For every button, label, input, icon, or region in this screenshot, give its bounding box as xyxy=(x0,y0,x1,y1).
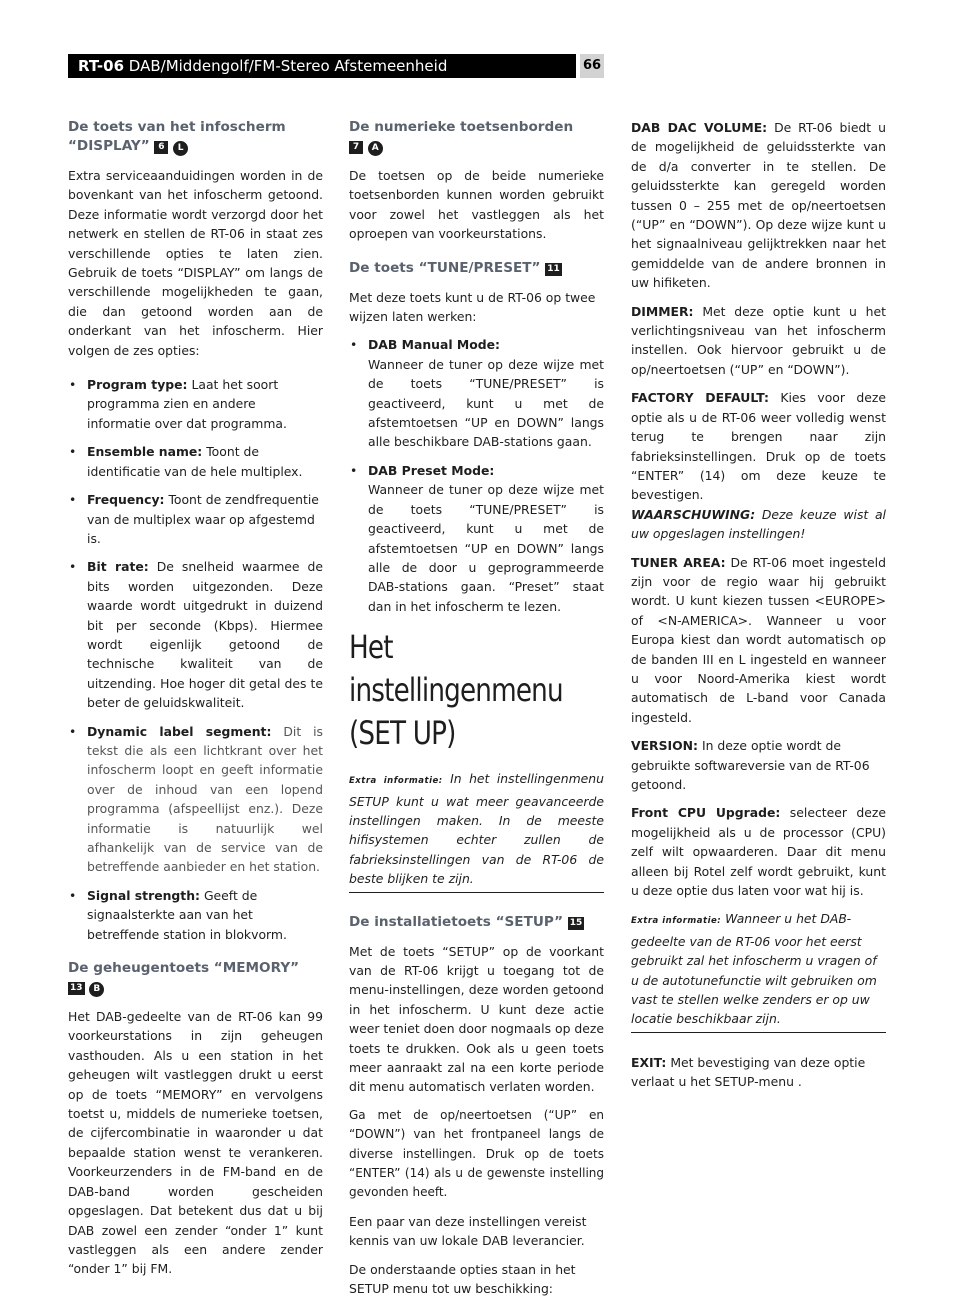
memory-heading-text: De geheugentoets “MEMORY” xyxy=(68,960,300,977)
tune-badge-number: 11 xyxy=(547,263,560,274)
display-badge-number: 6 xyxy=(154,141,168,154)
option-term: DAB DAC VOLUME: xyxy=(631,120,768,135)
header-title: DAB/Middengolf/FM-Stereo Afstemeenheid xyxy=(128,57,448,75)
display-heading-text: De toets van het infoscherm “DISPLAY” xyxy=(68,119,286,154)
display-paragraph: Extra serviceaanduidingen worden in de bovenkant van het infoscherm getoond. Deze informatie wordt verzorgd door het netwerk en stellen de RT-06 in staat zes verschillende opties te laten zien. Gebruik de toets “DISPLAY” om langs de verschillende mogelijkheden te gaan, die dan getoond worden aan de onderkant van het infoscherm. Hier volgen de zes opties: xyxy=(68,168,323,358)
version-option xyxy=(631,736,886,794)
memory-badge-number: 13 xyxy=(70,983,83,994)
tune-heading xyxy=(349,259,604,278)
factory-default-option xyxy=(631,388,886,504)
list-item: • Bit rate: De snelheid waarmee de bits worden uitgezonden. Deze waarde wordt uitgedrukt in duizend bit per seconde (Kbps). Hiermee wordt eigenlijk getoond de technische kwaliteit van de uitzending. Hoe hoger dit getal des te beter de geluidskwaliteit. xyxy=(69,559,323,711)
option-text: In deze optie wordt de gebruikte softwareversie van de RT-06 getoond. xyxy=(631,738,870,792)
header-bar xyxy=(68,54,576,78)
extra-info-label: Extra informatie: xyxy=(349,776,443,787)
setup-badge-number: 15 xyxy=(569,917,583,928)
list-item: • Signal strength: Geeft de signaalsterkte aan van het betreffende station in blokvorm. xyxy=(69,887,287,942)
option-text: Dit is tekst die als een lichtkrant over het infoscherm loopt en geeft informatie over de inhoud van een lopend programma (afspeellijst enz.). Deze informatie is natuurlijk wel afhankelijk van de service van de betreffende aanbieder en het station. xyxy=(87,723,323,875)
option-term: VERSION: xyxy=(631,738,698,754)
page-header xyxy=(68,54,604,78)
section-title-line-1: Het instellingenmenu xyxy=(349,628,563,710)
numeric-paragraph: De toetsen op de beide numerieke toetsenborden kunnen worden gebruikt voor zowel het vastleggen als het oproepen van voorkeurstations. xyxy=(349,168,604,242)
option-text: Geeft de signaalsterkte aan van het betreffende station in blokvorm. xyxy=(87,887,287,942)
option-text: selecteer deze mogelijkheid als u de processor (CPU) zelf wilt opwaarderen. Daar dit menu alleen bij Rotel zelf wordt gebruikt, kunt u deze optie dus laten voor wat hij is. xyxy=(631,805,886,899)
option-text: Met deze optie kunt u het verlichtingsniveau van het infoscherm instellen. Ook hiervoor gebruikt u de op/neertoetsen (“UP” en “DOWN”). xyxy=(631,303,886,377)
mode-text: Wanneer de tuner op deze wijze met de toets “TUNE/PRESET” is geactiveerd, kunt u met de afstemtoetsen “UP en DOWN” langs alle beschikbare DAB-stations gaan. xyxy=(368,356,604,450)
option-text: Met bevestiging van deze optie verlaat u het SETUP-menu . xyxy=(631,1054,866,1090)
extra-info-note xyxy=(631,909,886,1032)
column-1 xyxy=(68,118,323,1288)
option-term: Signal strength: xyxy=(87,887,200,903)
option-term: EXIT: xyxy=(631,1054,667,1070)
column-2 xyxy=(349,118,604,1307)
mode-text: Wanneer de tuner op deze wijze met de toets “TUNE/PRESET” is geactiveerd, kunt u met de afstemtoetsen “UP en DOWN” langs alle de door u geprogrammeerde DAB-stations gaan. “Preset” staat dan in het infoscherm te lezen. xyxy=(368,482,604,614)
option-term: TUNER AREA: xyxy=(631,554,726,570)
extra-info-text: In het instellingenmenu SETUP kunt u wat meer geavanceerde instellingen maken. In de meeste hifisystemen echter zullen de fabrieksinstellingen van de RT-06 de beste blijken te zijn. xyxy=(349,771,604,887)
memory-badge-letter: B xyxy=(89,982,104,997)
option-text: Kies voor deze optie als u de RT-06 weer volledig wenst terug te brengen naar zijn fabrieksinstellingen. Druk op de toets “ENTER” (14) om deze keuze te bevestigen. xyxy=(631,390,886,503)
page-number: 66 xyxy=(580,54,604,78)
list-item: • Ensemble name: Toont de identificatie van de hele multiplex. xyxy=(69,444,303,479)
display-badge-letter: L xyxy=(173,141,188,156)
mode-term: DAB Preset Mode: xyxy=(368,462,495,478)
extra-info-label: Extra informatie: xyxy=(631,916,722,927)
numeric-badge-letter: A xyxy=(368,141,383,156)
extra-info-note xyxy=(349,769,604,892)
list-item: • DAB Manual Mode: Wanneer de tuner op deze wijze met de toets “TUNE/PRESET” is geactiveerd, kunt u met de afstemtoetsen “UP en DOWN” langs alle beschikbare DAB-stations gaan. xyxy=(350,337,604,450)
option-text: Toont de zendfrequentie van de multiplex waar op afgestemd is. xyxy=(87,492,319,546)
option-term: Frequency: xyxy=(87,492,165,508)
setup-paragraph-4: De onderstaande opties staan in het SETUP menu tot uw beschikking: xyxy=(349,1261,576,1297)
memory-heading xyxy=(68,959,323,997)
mode-term: DAB Manual Mode: xyxy=(368,337,500,353)
setup-paragraph-1: Met de toets “SETUP” op de voorkant van de RT-06 krijgt u toegang tot de menu-instellingen, deze worden getoond in het infoscherm. U kunt deze actie weer teniet doen door nogmaals op deze toets te drukken. Ook als u geen toets meer aanraakt zal na een korte periode dit menu automatisch verlaten worden. xyxy=(349,943,604,1095)
tune-heading-text: De toets “TUNE/PRESET” xyxy=(349,259,541,276)
dac-volume-option xyxy=(631,118,886,293)
model-name: RT-06 xyxy=(78,57,125,75)
setup-heading xyxy=(349,913,604,932)
option-text: De snelheid waarmee de bits worden uitgezonden. Deze waarde wordt uitgedrukt in duizend bit per seconde (Kbps). Hiermee wordt eigenlijk getoond de technische kwaliteit van de uitzending. Hoe hoger dit getal des te beter de geluidskwaliteit. xyxy=(87,559,323,711)
option-term: Dynamic label segment: xyxy=(87,723,272,739)
numeric-badge-number: 7 xyxy=(349,141,363,154)
setup-paragraph-2: Ga met de op/neertoetsen (“UP” en “DOWN”) van het frontpaneel langs de diverse instellingen. Druk op de toets “ENTER” (14) als u de gewenste instelling gevonden heeft. xyxy=(349,1107,604,1200)
memory-paragraph: Het DAB-gedeelte van de RT-06 kan 99 voorkeurstations in zijn geheugen vasthouden. Als u een station in het geheugen wilt vastleggen drukt u eerst op de toets “MEMORY” en vervolgens toetst u, middels de numerieke toetsen, de cijfercombinatie in waaronder u dat bepaalde station wenst te verankeren. Voorkeurzenders in de FM-band en de DAB-band worden gescheiden opgeslagen. Dat betekent dus dat u bij DAB zowel een zender “onder 1” kunt vastleggen als een andere zender “onder 1” bij FM. xyxy=(68,1009,323,1277)
numeric-heading-text: De numerieke toetsenborden xyxy=(349,119,574,135)
option-text: De RT-06 biedt u de mogelijkheid de geluidssterkte van de d/a converter in te stellen. De geluidssterkte kan geregeld worden tussen 0 – 255 met de op/neertoetsen (“UP” en “DOWN”). Op deze wijze kunt u het signaalniveau gelijktrekken naar het gemiddelde van de andere bronnen in uw hifiketen. xyxy=(631,120,886,291)
display-options-list xyxy=(68,375,323,944)
list-item: • Program type: Laat het soort programma zien en andere informatie over dat programma. xyxy=(69,377,287,431)
option-term: DIMMER: xyxy=(631,303,694,319)
option-text: Toont de identificatie van de hele multiplex. xyxy=(87,444,303,479)
numeric-heading xyxy=(349,118,604,156)
setup-heading-text: De installatietoets “SETUP” xyxy=(349,913,564,930)
list-item: • Frequency: Toont de zendfrequentie van de multiplex waar op afgestemd is. xyxy=(69,492,319,546)
option-term: Program type: xyxy=(87,377,188,393)
section-title-line-2: (SET UP) xyxy=(349,714,456,753)
tune-paragraph: Met deze toets kunt u de RT-06 op twee wijzen laten werken: xyxy=(349,289,596,325)
list-item: • Dynamic label segment: Dit is tekst die als een lichtkrant over het infoscherm loopt en geeft informatie over de inhoud van een lopend programma (afspeellijst enz.). Deze informatie is natuurlijk wel afhankelijk van de service van de betreffende aanbieder en het station. xyxy=(69,723,323,875)
option-term: Front CPU Upgrade: xyxy=(631,805,781,821)
section-title xyxy=(349,626,563,755)
cpu-upgrade-option xyxy=(631,803,886,900)
setup-paragraph-3: Een paar van deze instellingen vereist kennis van uw lokale DAB leverancier. xyxy=(349,1213,587,1249)
extra-info-text: Wanneer u het DAB-gedeelte van de RT-06 voor het eerst gebruikt zal het infoscherm u vragen of u de autotunefunctie wilt gebruiken om vast te stellen welke zenders er op uw locatie beschikbaar zijn. xyxy=(631,911,877,1027)
option-text: De RT-06 moet ingesteld zijn voor de regio waar hij gebruikt wordt. U kunt kiezen tussen <EUROPE> of <N-AMERICA>. Wanneer u voor Europa kiest dan wordt automatisch op de banden III en L ingesteld en wanneer u voor Noord-Amerika kiest wordt automatisch de L-band voor Canada ingesteld. xyxy=(631,554,886,725)
option-text: Laat het soort programma zien en andere informatie over dat programma. xyxy=(87,377,287,431)
display-heading xyxy=(68,118,323,156)
column-3 xyxy=(631,118,886,1101)
dimmer-option xyxy=(631,302,886,380)
exit-option xyxy=(631,1053,886,1092)
option-term: Bit rate: xyxy=(87,559,149,575)
warning-term: WAARSCHUWING: xyxy=(631,506,756,522)
option-term: FACTORY DEFAULT: xyxy=(631,390,769,406)
option-term: Ensemble name: xyxy=(87,444,203,460)
list-item: • DAB Preset Mode: Wanneer de tuner op deze wijze met de toets “TUNE/PRESET” is geactiveerd, kunt u met de afstemtoetsen “UP en DOWN” langs alle de door u geprogrammeerde DAB-stations gaan. “Preset” staat dan in het infoscherm te lezen. xyxy=(350,462,604,614)
tuner-area-option xyxy=(631,553,886,728)
warning-note xyxy=(631,505,886,544)
warning-text: Deze keuze wist al uw opgeslagen instellingen! xyxy=(631,506,886,542)
tune-modes-list xyxy=(349,335,604,616)
